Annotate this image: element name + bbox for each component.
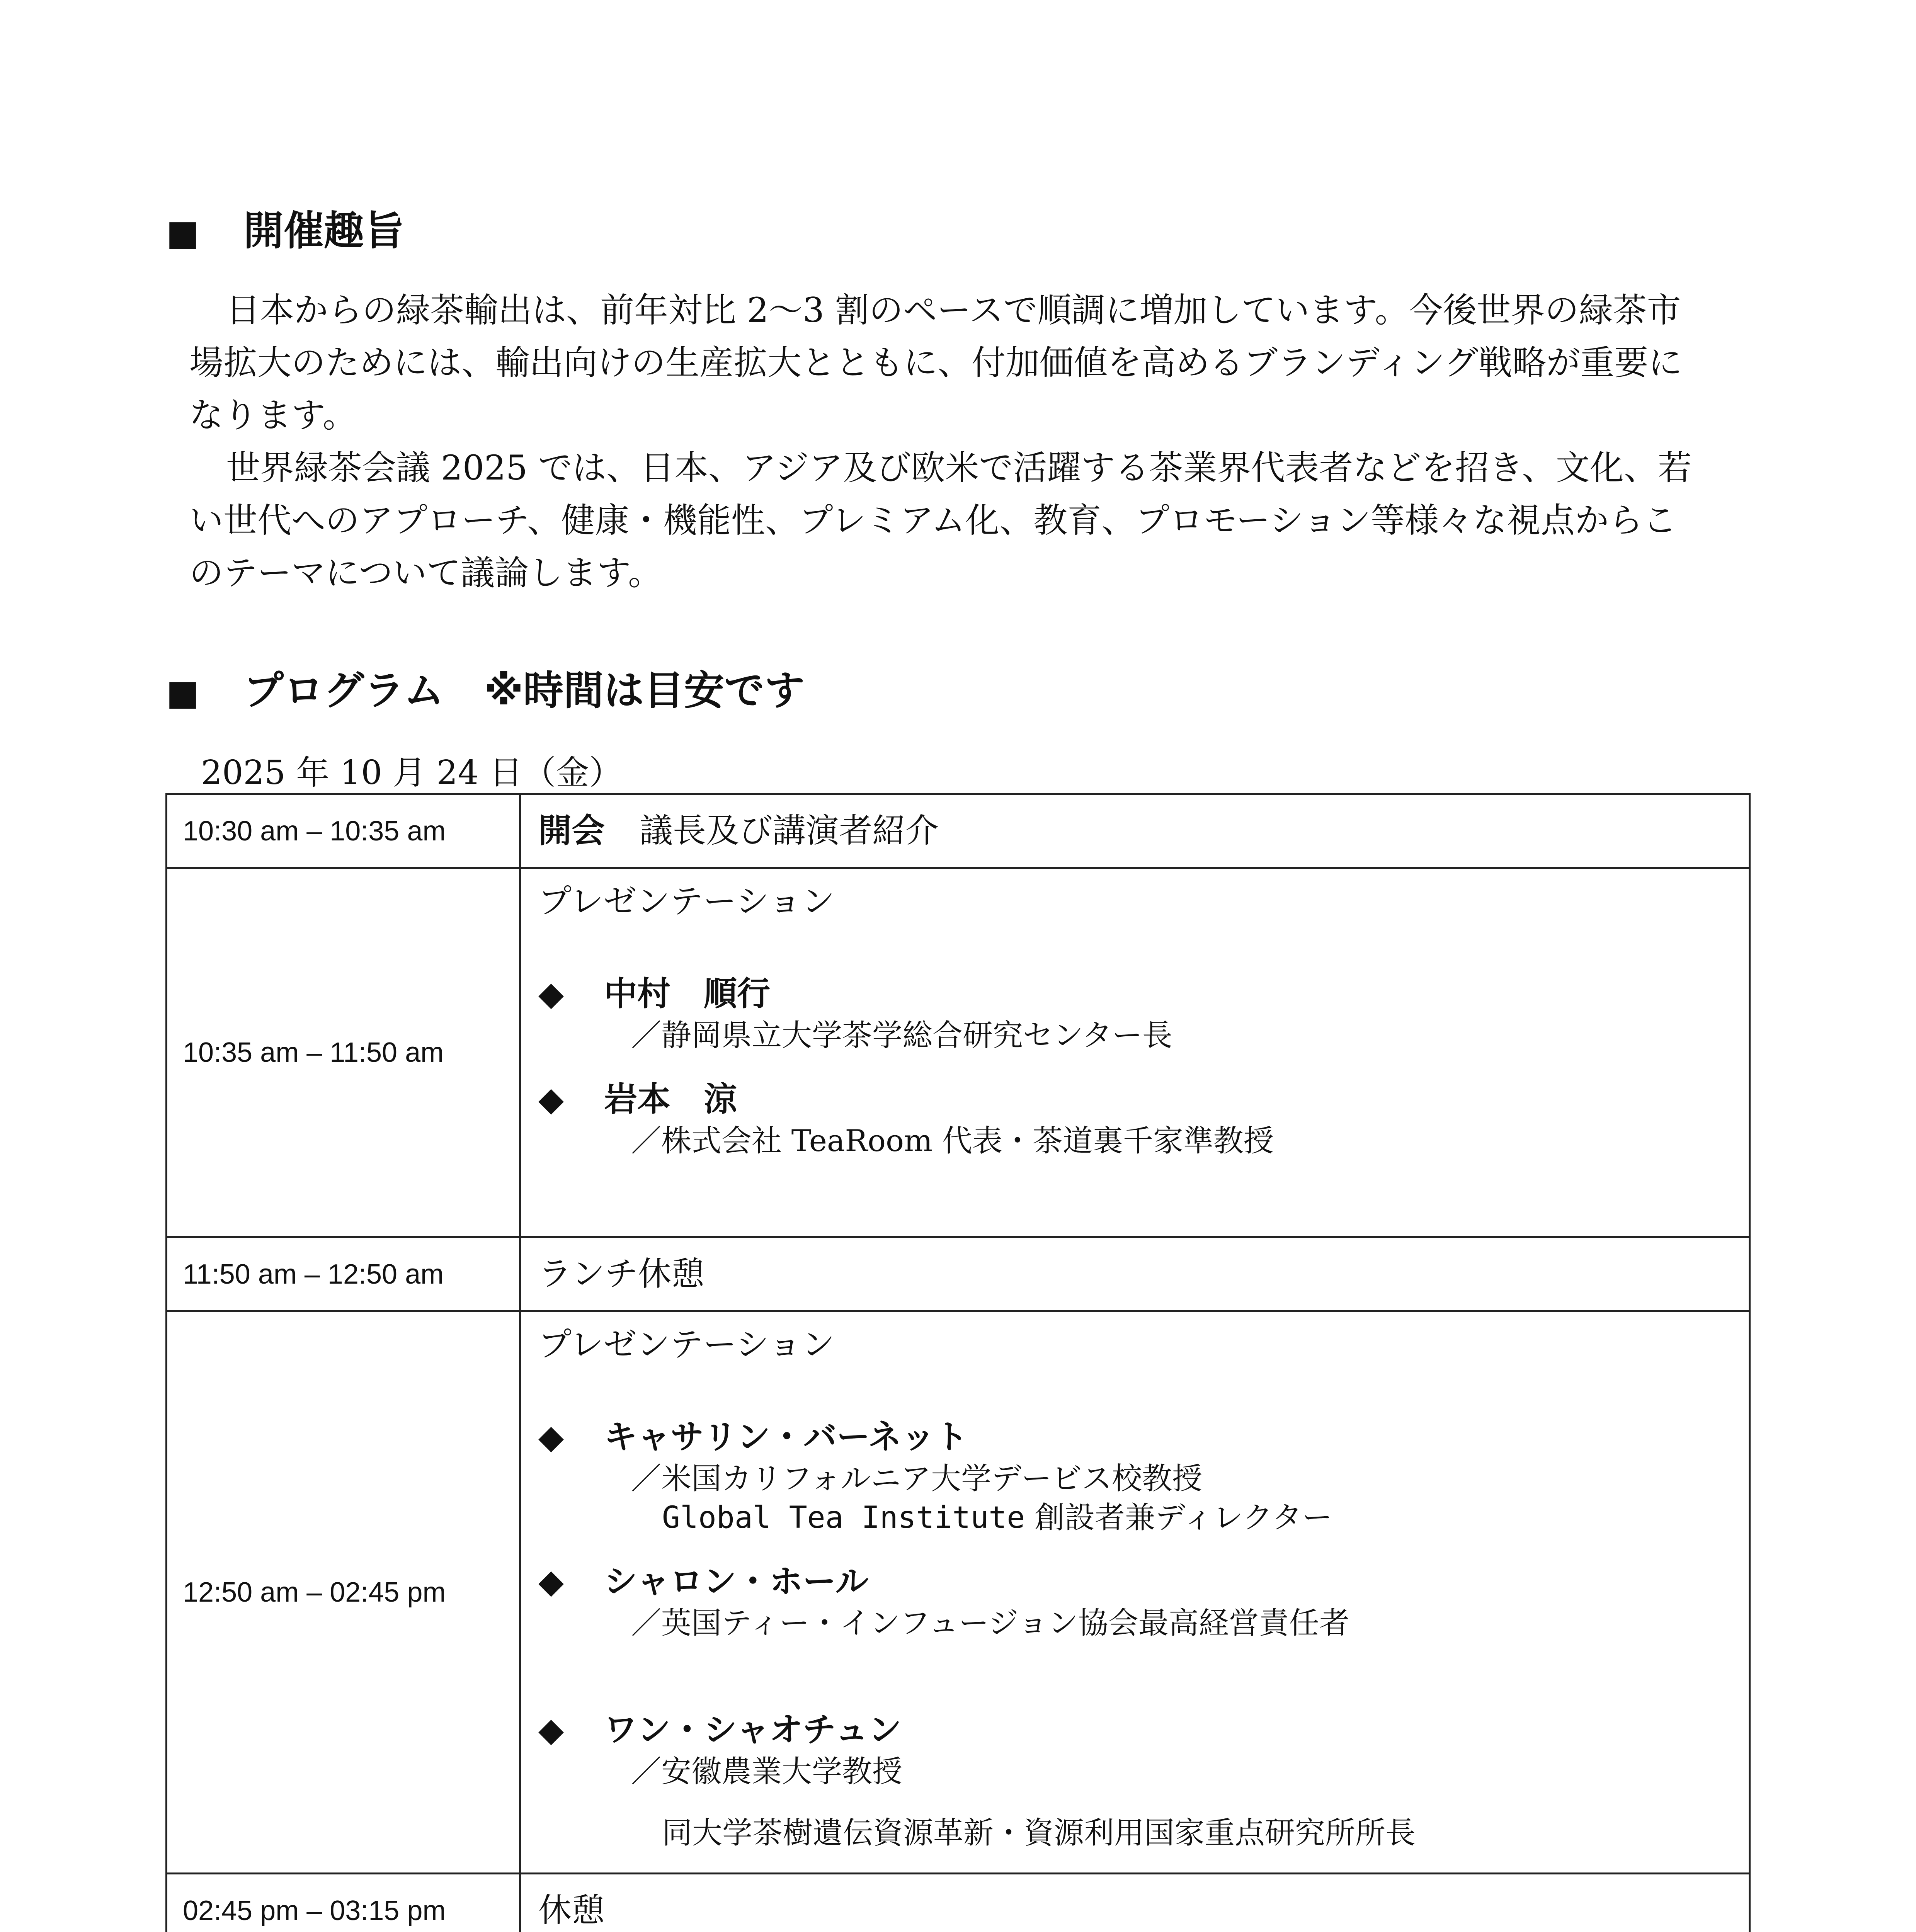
- time-cell: 12:50 am – 02:45 pm: [167, 1311, 520, 1874]
- square-bullet-icon: ■: [166, 672, 199, 713]
- section-heading-program: [166, 667, 805, 714]
- paragraph-line: 場拡大のためには、輸出向けの生産拡大とともに、付加価値を高めるブランディング戦略が重要に: [189, 343, 1683, 383]
- diamond-bullet-icon: ◆: [538, 1080, 564, 1119]
- speaker-affiliation: ／英国ティー・インフュージョン協会最高経営責任者: [631, 1606, 1349, 1641]
- content-cell: [520, 794, 1750, 868]
- table-row: [167, 1311, 1750, 1874]
- speaker-affiliation: ／静岡県立大学茶学総合研究センター長: [631, 1018, 1172, 1053]
- presentation-heading: プレゼンテーション: [538, 882, 835, 921]
- table-row: [167, 1874, 1750, 1932]
- section-heading-purpose: [166, 207, 405, 254]
- paragraph-line: なります。: [189, 395, 357, 435]
- time-cell: 11:50 am – 12:50 am: [167, 1237, 520, 1311]
- time-cell: 02:45 pm – 03:15 pm: [167, 1874, 520, 1932]
- program-table: [165, 793, 1751, 1932]
- purpose-paragraph-2: [189, 442, 1747, 599]
- content-cell: [520, 1311, 1750, 1874]
- speaker-name: ◆ 中村 順行: [538, 975, 770, 1013]
- diamond-bullet-icon: ◆: [538, 1562, 564, 1601]
- lunch-break-label: ランチ休憩: [538, 1255, 704, 1294]
- content-cell: [520, 1874, 1750, 1932]
- opening-detail: 議長及び講演者紹介: [640, 811, 939, 850]
- speaker-name: ◆ キャサリン・バーネット: [538, 1418, 968, 1456]
- paragraph-line: のテーマについて議論します。: [189, 553, 662, 593]
- speaker-affiliation: ／株式会社 TeaRoom 代表・茶道裏千家準教授: [631, 1124, 1274, 1159]
- diamond-bullet-icon: ◆: [538, 1710, 564, 1749]
- section-title: プログラム ※時間は目安です: [243, 667, 805, 714]
- time-cell: 10:30 am – 10:35 am: [167, 794, 520, 868]
- presentation-heading: プレゼンテーション: [538, 1325, 835, 1364]
- program-date: 2025 年 10 月 24 日（金）: [201, 753, 623, 792]
- time-cell: 10:35 am – 11:50 am: [167, 868, 520, 1237]
- opening-label: 開会: [538, 811, 605, 850]
- square-bullet-icon: ■: [166, 213, 199, 253]
- table-row: [167, 794, 1750, 868]
- speaker-affiliation: ／米国カリフォルニア大学デービス校教授: [631, 1461, 1203, 1496]
- paragraph-line: 日本からの緑茶輸出は、前年対比 2〜3 割のペースで順調に増加しています。今後世界の緑茶市: [226, 290, 1681, 330]
- section-title: 開催趣旨: [243, 207, 405, 254]
- speaker-name: ◆ ワン・シャオチュン: [538, 1710, 902, 1749]
- break-label: 休憩: [538, 1891, 605, 1930]
- diamond-bullet-icon: ◆: [538, 975, 564, 1013]
- content-cell: [520, 1237, 1750, 1311]
- purpose-paragraph-1: [189, 284, 1747, 442]
- speaker-name: ◆ 岩本 涼: [538, 1080, 737, 1119]
- table-row: [167, 1237, 1750, 1311]
- diamond-bullet-icon: ◆: [538, 1418, 564, 1456]
- content-cell: [520, 868, 1750, 1237]
- speaker-affiliation-2: Global Tea Institute 創設者兼ディレクター: [662, 1500, 1332, 1536]
- table-row: [167, 868, 1750, 1237]
- speaker-affiliation: ／安徽農業大学教授: [631, 1754, 903, 1789]
- speaker-name: ◆ シャロン・ホール: [538, 1562, 869, 1601]
- paragraph-line: い世代へのアプローチ、健康・機能性、プレミアム化、教育、プロモーション等様々な視点からこ: [189, 500, 1677, 540]
- paragraph-line: 世界緑茶会議 2025 では、日本、アジア及び欧米で活躍する茶業界代表者などを招き、文化、若: [226, 448, 1692, 488]
- speaker-affiliation-2: 同大学茶樹遺伝資源革新・資源利用国家重点研究所所長: [662, 1815, 1416, 1850]
